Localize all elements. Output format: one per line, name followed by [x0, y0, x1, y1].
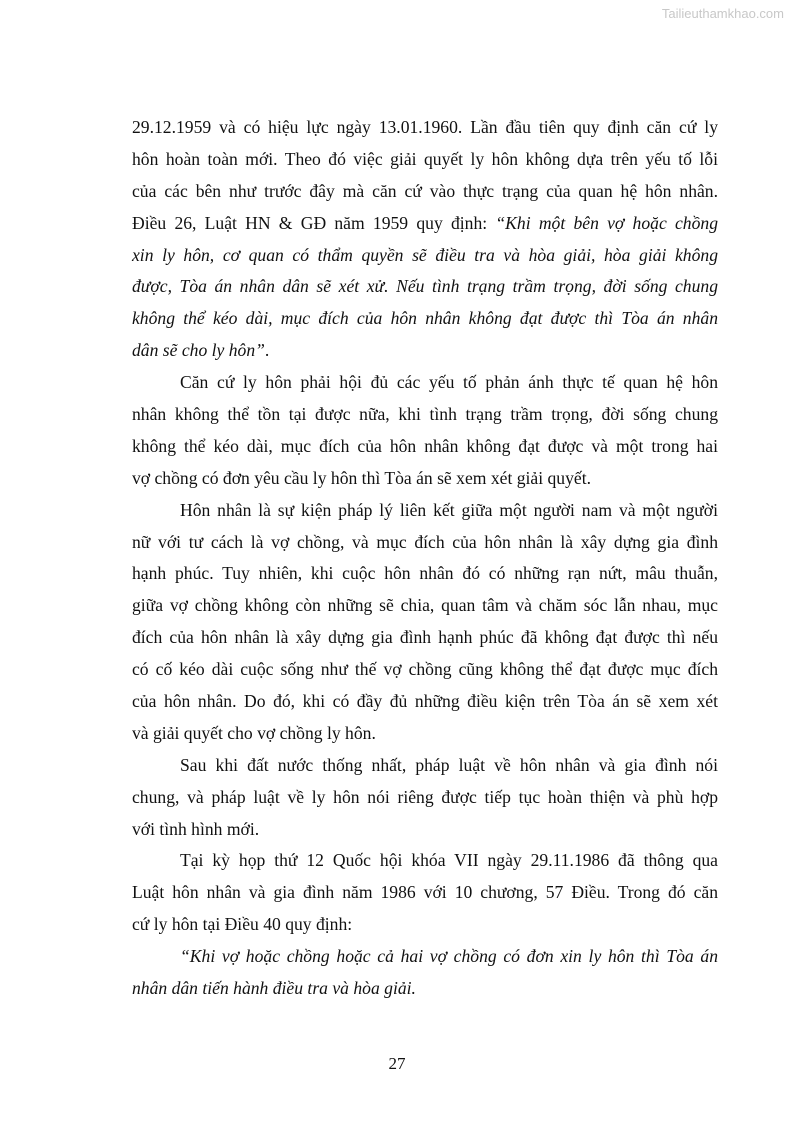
quoted-text: không thể kéo dài, mục đích của hôn nhân không đạt được thì Tòa án nhân: [132, 308, 718, 329]
quoted-text: nhân dân tiến hành điều tra và hòa giải.: [132, 978, 416, 999]
paragraph: [132, 367, 718, 495]
text-line: [132, 367, 718, 399]
text-line: [132, 941, 718, 973]
text-segment: Điều 26, Luật HN & GĐ năm 1959 quy định:: [132, 212, 496, 233]
quoted-text: “Khi một bên vợ hoặc chồng: [495, 212, 718, 233]
paragraph: [132, 495, 718, 750]
text-line: [132, 558, 718, 590]
text-line: [132, 909, 718, 941]
text-segment: với tình hình mới.: [132, 818, 260, 839]
text-segment: nhân không thể tồn tại được nữa, khi tình trạng trầm trọng, đời sống chung: [132, 404, 718, 425]
text-line: [132, 399, 718, 431]
text-segment: chung, và pháp luật về ly hôn nói riêng được tiếp tục hoàn thiện và phù hợp: [132, 786, 718, 807]
text-line: [132, 622, 718, 654]
text-segment: 29.12.1959 và có hiệu lực ngày 13.01.1960. Lần đầu tiên quy định căn cứ ly: [132, 117, 718, 137]
text-segment: hôn hoàn toàn mới. Theo đó việc giải quyết ly hôn không dựa trên yếu tố lỗi: [132, 148, 718, 169]
text-line: [132, 782, 718, 814]
text-segment: Căn cứ ly hôn phải hội đủ các yếu tố phản ánh thực tế quan hệ hôn: [180, 372, 718, 393]
text-line: [132, 973, 718, 1005]
watermark-text: Tailieuthamkhao.com: [661, 6, 784, 21]
text-segment: của hôn nhân. Do đó, khi có đầy đủ những điều kiện trên Tòa án sẽ xem xét: [132, 691, 718, 712]
text-line: [132, 750, 718, 782]
text-segment: nữ với tư cách là vợ chồng, và mục đích của hôn nhân là xây dựng gia đình: [132, 531, 718, 552]
text-segment: và giải quyết cho vợ chồng ly hôn.: [132, 722, 376, 743]
text-segment: vợ chồng có đơn yêu cầu ly hôn thì Tòa án sẽ xem xét giải quyết.: [132, 467, 591, 488]
text-segment: đích của hôn nhân là xây dựng gia đình hạnh phúc đã không đạt được thì nếu: [132, 627, 718, 648]
text-segment: Luật hôn nhân và gia đình năm 1986 với 10 chương, 57 Điều. Trong đó căn: [132, 882, 718, 903]
text-segment: của các bên như trước đây mà căn cứ vào thực trạng của quan hệ hôn nhân.: [132, 180, 718, 201]
quoted-text: “Khi vợ hoặc chồng hoặc cả hai vợ chồng có đơn xin ly hôn thì Tòa án: [180, 946, 718, 967]
text-segment: Hôn nhân là sự kiện pháp lý liên kết giữa một người nam và một người: [180, 499, 718, 520]
text-line: [132, 495, 718, 527]
paragraph: [132, 845, 718, 941]
text-segment: .: [264, 340, 270, 361]
text-segment: Tại kỳ họp thứ 12 Quốc hội khóa VII ngày 29.11.1986 đã thông qua: [180, 850, 718, 871]
text-segment: cứ ly hôn tại Điều 40 quy định:: [132, 914, 353, 935]
text-line: [132, 335, 718, 367]
document-body: [132, 112, 718, 1005]
text-line: [132, 814, 718, 846]
text-line: [132, 208, 718, 240]
text-segment: Sau khi đất nước thống nhất, pháp luật về hôn nhân và gia đình nói: [180, 754, 718, 775]
text-line: [132, 527, 718, 559]
text-segment: giữa vợ chồng không còn những sẽ chia, quan tâm và chăm sóc lẫn nhau, mục: [132, 595, 718, 616]
text-segment: hạnh phúc. Tuy nhiên, khi cuộc hôn nhân đó có những rạn nứt, mâu thuẫn,: [132, 563, 718, 584]
text-line: [132, 431, 718, 463]
quoted-text: được, Tòa án nhân dân sẽ xét xử. Nếu tình trạng trầm trọng, đời sống chung: [132, 276, 718, 297]
text-line: [132, 271, 718, 303]
text-line: [132, 877, 718, 909]
page-number: 27: [388, 1054, 406, 1073]
text-line: [132, 845, 718, 877]
text-line: [132, 686, 718, 718]
paragraph: [132, 941, 718, 1005]
quoted-text: xin ly hôn, cơ quan có thẩm quyền sẽ điều tra và hòa giải, hòa giải không: [132, 244, 718, 265]
paragraph: [132, 750, 718, 846]
text-line: [132, 144, 718, 176]
text-line: [132, 590, 718, 622]
quoted-text: dân sẽ cho ly hôn”: [132, 340, 265, 361]
text-line: [132, 112, 718, 144]
paragraph: [132, 112, 718, 367]
text-segment: có cố kéo dài cuộc sống như thế vợ chồng cũng không thể đạt được mục đích: [132, 659, 718, 680]
text-line: [132, 654, 718, 686]
text-segment: không thể kéo dài, mục đích của hôn nhân không đạt được và một trong hai: [132, 435, 718, 456]
text-line: [132, 176, 718, 208]
text-line: [132, 240, 718, 272]
text-line: [132, 463, 718, 495]
text-line: [132, 303, 718, 335]
text-line: [132, 718, 718, 750]
